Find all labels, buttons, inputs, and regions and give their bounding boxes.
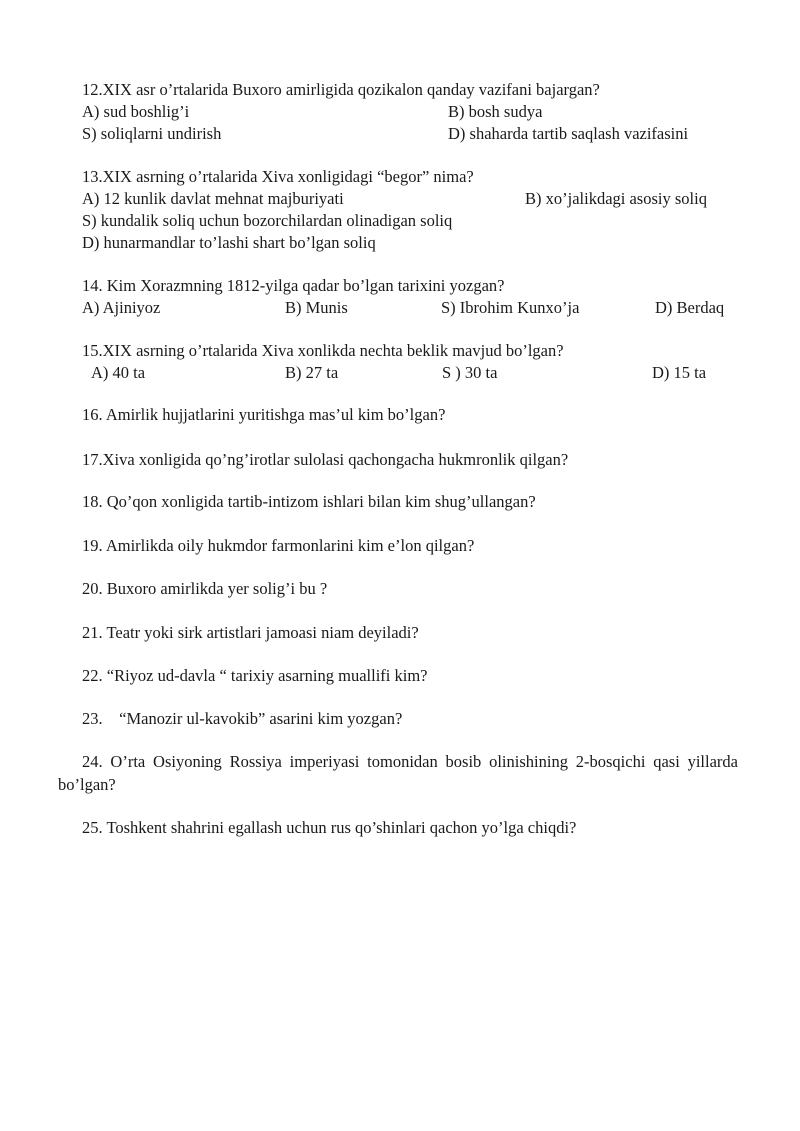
question-23-text: 23. “Manozir ul-kavokib” asarini kim yozgan? bbox=[82, 709, 403, 728]
question-21-text: 21. Teatr yoki sirk artistlari jamoasi niam deyiladi? bbox=[82, 623, 419, 642]
question-13-option-b: B) xo’jalikdagi asosiy soliq bbox=[525, 189, 707, 208]
question-20-text: 20. Buxoro amirlikda yer solig’i bu ? bbox=[82, 579, 328, 598]
question-15-option-b: B) 27 ta bbox=[285, 363, 339, 382]
question-15-option-s: S ) 30 ta bbox=[442, 363, 498, 382]
question-12-option-d: D) shaharda tartib saqlash vazifasini bbox=[448, 124, 689, 143]
question-12-option-b: B) bosh sudya bbox=[448, 102, 543, 121]
question-24-text: 24. O’rta Osiyoning Rossiya imperiyasi tomonidan bosib olinishining 2-bosqichi qasi yillarda bo’lgan? bbox=[58, 752, 738, 794]
question-13-option-s: S) kundalik soliq uchun bozorchilardan olinadigan soliq bbox=[82, 211, 453, 230]
question-14-option-b: B) Munis bbox=[285, 298, 348, 317]
question-12-option-s: S) soliqlarni undirish bbox=[82, 124, 222, 143]
question-14-option-d: D) Berdaq bbox=[655, 298, 725, 317]
question-15-text: 15.XIX asrning o’rtalarida Xiva xonlikda nechta beklik mavjud bo’lgan? bbox=[82, 341, 564, 360]
question-13-option-d: D) hunarmandlar to’lashi shart bo’lgan soliq bbox=[82, 233, 376, 252]
question-15-option-a: A) 40 ta bbox=[91, 363, 146, 382]
question-13-text: 13.XIX asrning o’rtalarida Xiva xonligidagi “begor” nima? bbox=[82, 167, 474, 186]
question-17-text: 17.Xiva xonligida qo’ng’irotlar sulolasi qachongacha hukmronlik qilgan? bbox=[82, 450, 569, 469]
question-18-text: 18. Qo’qon xonligida tartib-intizom ishlari bilan kim shug’ullangan? bbox=[82, 492, 536, 511]
question-14-option-a: A) Ajiniyoz bbox=[82, 298, 161, 317]
question-13-option-a: A) 12 kunlik davlat mehnat majburiyati bbox=[82, 189, 344, 208]
question-15-option-d: D) 15 ta bbox=[652, 363, 707, 382]
question-14-text: 14. Kim Xorazmning 1812-yilga qadar bo’lgan tarixini yozgan? bbox=[82, 276, 505, 295]
question-16-text: 16. Amirlik hujjatlarini yuritishga mas’ul kim bo’lgan? bbox=[82, 405, 446, 424]
question-12-text: 12.XIX asr o’rtalarida Buxoro amirligida qozikalon qanday vazifani bajargan? bbox=[82, 80, 600, 99]
question-19-text: 19. Amirlikda oily hukmdor farmonlarini kim e’lon qilgan? bbox=[82, 536, 475, 555]
question-12-option-a: A) sud boshlig’i bbox=[82, 102, 190, 121]
question-25-text: 25. Toshkent shahrini egallash uchun rus qo’shinlari qachon yo’lga chiqdi? bbox=[82, 818, 577, 837]
question-22-text: 22. “Riyoz ud-davla “ tarixiy asarning muallifi kim? bbox=[82, 666, 428, 685]
question-14-option-s: S) Ibrohim Kunxo’ja bbox=[441, 298, 580, 317]
